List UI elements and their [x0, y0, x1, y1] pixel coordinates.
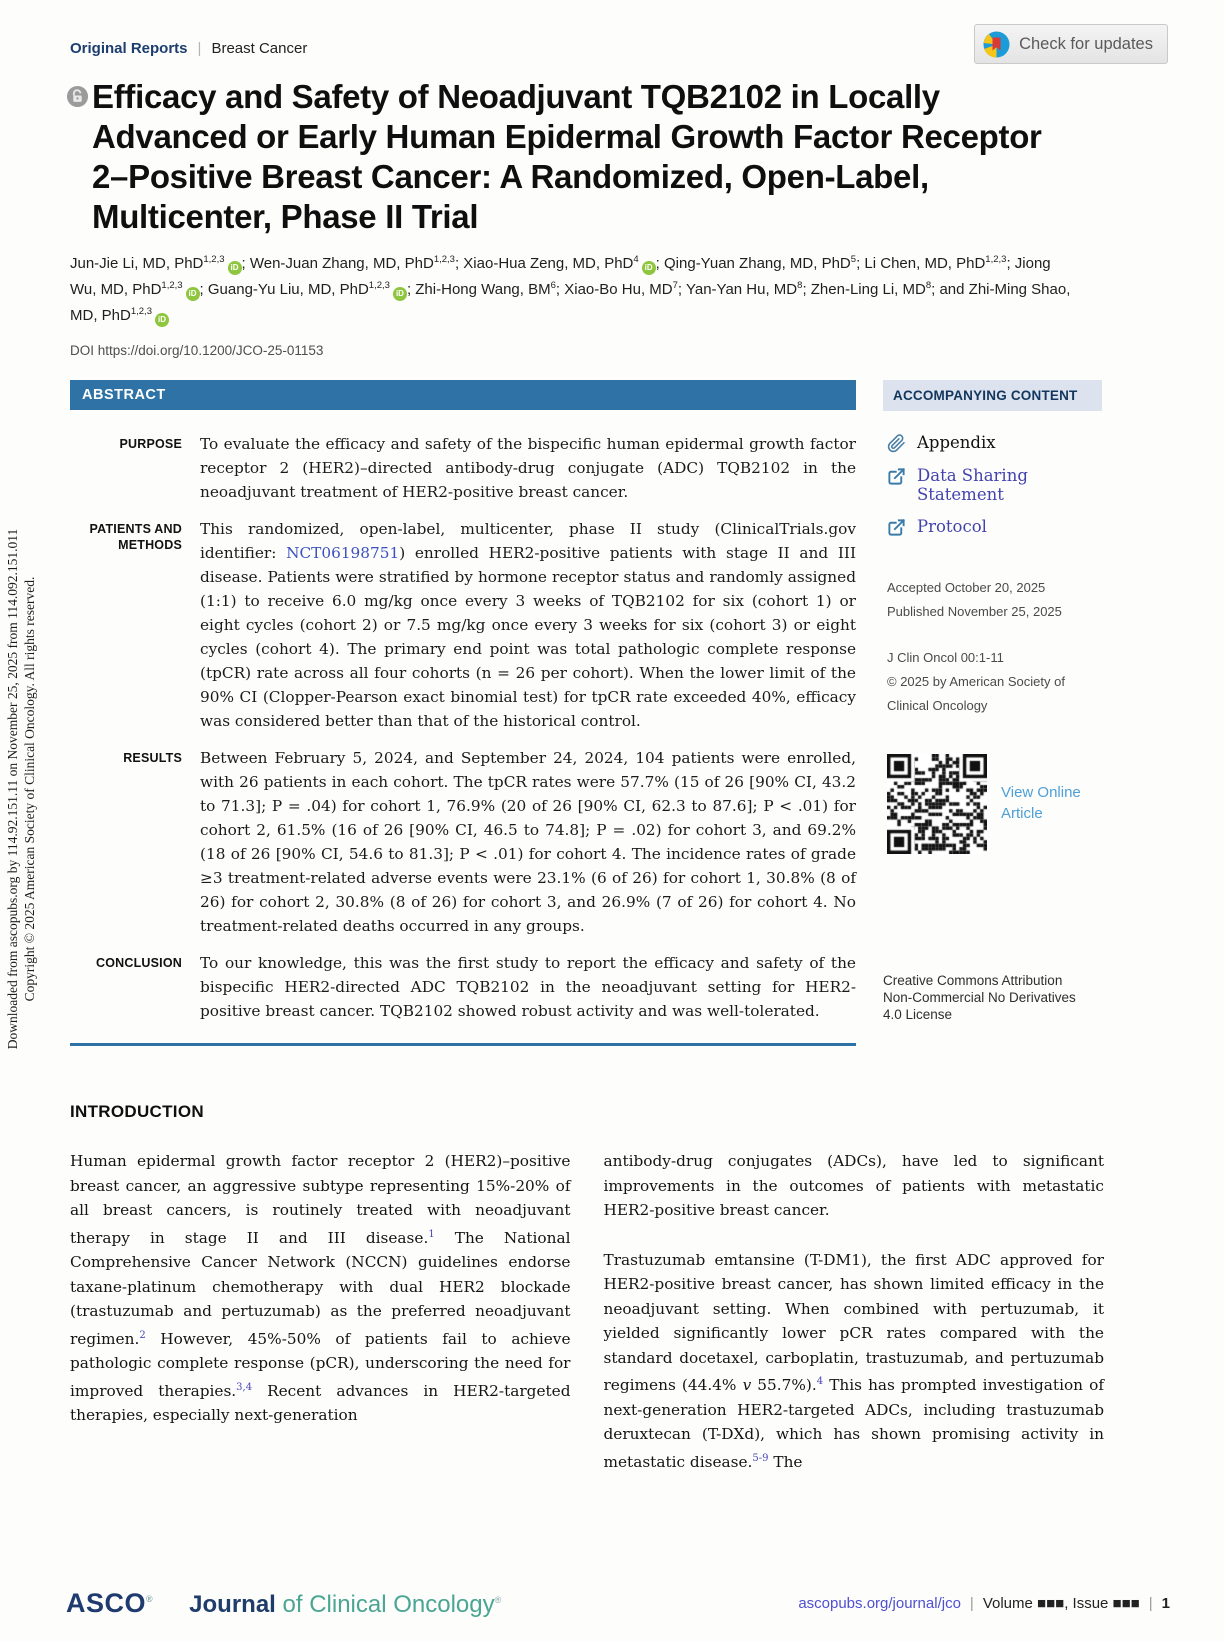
orcid-icon[interactable]: iD	[642, 261, 656, 275]
intro-right-column: antibody-drug conjugates (ADCs), have led to significant improvements in the outcomes of patients with metastatic HER2-positive breast cancer. Trastuzumab emtansine (T-DM1), the first ADC approved for HER2-positive breast cancer, has shown limited efficacy in the neoadjuvant setting. When combined with pertuzumab, it yielded significantly lower pCR rates compared with the standard docetaxel, carboplatin, trastuzumab, and pertuzumab regimens (44.4% v 55.7%).$^4$ This has prompted investigation of next-generation HER2-targeted ADCs, including trastuzumab deruxtecan (T-DXd), which has shown promising activity in metastatic disease.$^{5-9}$ The	[603, 1152, 1104, 1471]
author: ; Guang-Yu Liu, MD, PhD$^{1,2,3}$iD	[200, 281, 407, 298]
orcid-icon[interactable]: iD	[155, 313, 169, 327]
conclusion-text: To our knowledge, this was the first study to report the efficacy and safety of the bispecific HER2-directed ADC TQB2102 in the neoadjuvant setting for HER2-positive breast cancer. TQB2102 showed robust activity and was well-tolerated.	[200, 954, 856, 1020]
conclusion-label: CONCLUSION	[95, 956, 182, 970]
author: ; Xiao-Bo Hu, $MD^7$	[555, 280, 678, 298]
author: ; Zhen-Ling Li, $MD^8$	[802, 280, 932, 298]
introduction-heading: INTRODUCTION	[70, 1102, 204, 1121]
data-sharing-link[interactable]	[887, 466, 1102, 504]
methods-label: PATIENTS AND METHODS	[89, 522, 182, 552]
doi-link[interactable]: DOI https://doi.org/10.1200/JCO-25-01153	[70, 343, 324, 358]
section-label: Breast Cancer	[211, 40, 308, 57]
author: ; Li Chen, MD, PhD$^{1,2,3}$	[856, 254, 1007, 272]
page-number: 1	[1161, 1595, 1170, 1612]
author: ; and Zhi-Ming Shao, MD, PhD$^{1,2,3}$iD	[70, 281, 1070, 324]
abstract-divider	[70, 1043, 856, 1046]
author: ; Qing-Yuan Zhang, MD, PhD$^5$	[655, 254, 857, 272]
open-access-icon	[66, 85, 90, 237]
watermark-line1: Downloaded from ascopubs.org by 114.92.151.11 on November 25, 2025 from 114.092.151.011	[5, 528, 20, 1050]
appendix-label: Appendix	[917, 433, 996, 452]
orcid-icon[interactable]: iD	[393, 287, 407, 301]
abstract-header: ABSTRACT	[70, 380, 856, 410]
author: ; Wen-Juan Zhang, MD, PhD$^{1,2,3}$	[241, 254, 455, 272]
orcid-icon[interactable]: iD	[228, 261, 242, 275]
journal-logo: Journal of Clinical Oncology®	[189, 1591, 502, 1618]
author: ; Zhi-Hong Wang, $BM^6$	[406, 280, 556, 298]
intro-left-column: Human epidermal growth factor receptor 2 (HER2)–positive breast cancer, an aggressive subtype representing 15%-20% of all breast cancers, is routinely treated with neoadjuvant therapy in stage II and III disease.$^1$ The National Comprehensive Cancer Network (NCCN) guidelines endorse taxane-platinum chemotherapy with dual HER2 blockade (trastuzumab and pertuzumab) as the preferred neoadjuvant regimen.$^2$ However, 45%-50% of patients fail to achieve pathologic complete response (pCR), underscoring the need for improved therapies.$^{3,4}$ Recent advances in HER2-targeted therapies, especially next-generation	[70, 1152, 571, 1425]
author: Jun-Jie Li, MD, PhD$^{1,2,3}$iD	[70, 255, 242, 272]
journal-citation: J Clin Oncol 00:1-11	[887, 650, 1004, 665]
author: ; Jiong Wu, MD, PhD$^{1,2,3}$iD	[70, 255, 1051, 298]
external-link-icon	[887, 467, 907, 486]
reference-marker[interactable]: 4	[816, 1376, 824, 1387]
data-sharing-label: Data Sharing Statement	[917, 466, 1028, 504]
author: ; Xiao-Hua Zeng, MD, PhD$^4$iD	[455, 255, 656, 272]
reference-marker[interactable]: 2	[139, 1329, 146, 1341]
abstract-body	[70, 432, 856, 1023]
breadcrumb	[70, 40, 1104, 57]
author-list	[70, 249, 1080, 327]
journal-url-link[interactable]: ascopubs.org/journal/jco	[798, 1595, 961, 1612]
volume-issue: Volume ■■■, Issue ■■■	[982, 1595, 1140, 1612]
page-footer: ASCO® Journal of Clinical Oncology® ascopubs.org/journal/jco | Volume ■■■, Issue ■■■ | 1	[66, 1588, 1170, 1618]
reference-marker[interactable]: 1	[428, 1228, 435, 1240]
external-link-icon	[887, 518, 907, 537]
accompanying-content-header: ACCOMPANYING CONTENT	[883, 380, 1102, 411]
results-text: Between February 5, 2024, and September 24, 2024, 104 patients were enrolled, with 26 patients in each cohort. The tpCR rates were 57.7% (15 of 26 [90% CI, 43.2 to 71.3]; P = .04) for cohort 1, 76.9% (20 of 26 [90% CI, 62.3 to 87.6]; P < .01) for cohort 2, 61.5% (16 of 26 [90% CI, 46.5 to 74.8]; P = .02) for cohort 3, and 69.2% (18 of 26 [90% CI, 54.6 to 81.3]; P < .01) for cohort 4. The incidence rates of grade ≥3 treatment-related adverse events were 23.1% (6 of 26) for cohort 1, 30.8% (8 of 26) for cohort 2, 30.8% (8 of 26) for cohort 3, and 26.9% (7 of 26) for cohort 4. No treatment-related deaths occurred in any groups.	[200, 749, 856, 935]
category-divider: |	[197, 40, 202, 57]
appendix-link[interactable]	[887, 433, 1102, 453]
published-date: Published November 25, 2025	[887, 604, 1062, 619]
qr-code	[887, 754, 987, 854]
copyright-notice: © 2025 by American Society of Clinical Oncology	[887, 674, 1065, 713]
check-updates-label: Check for updates	[1019, 34, 1153, 53]
category-label[interactable]: Original Reports	[70, 40, 188, 57]
reference-marker[interactable]: 5-9	[752, 1452, 769, 1464]
purpose-label: PURPOSE	[119, 437, 182, 451]
reference-marker[interactable]: 3,4	[236, 1381, 253, 1393]
protocol-link[interactable]	[887, 517, 1102, 537]
license-notice: Creative Commons Attribution Non-Commercial No Derivatives 4.0 License	[883, 973, 1076, 1022]
purpose-text: To evaluate the efficacy and safety of the bispecific human epidermal growth factor receptor 2 (HER2)–directed antibody-drug conjugate (ADC) TQB2102 in the neoadjuvant treatment of HER2-positive breast cancer.	[200, 435, 856, 501]
view-online-article-link[interactable]: View Online Article	[1001, 784, 1081, 822]
accompanying-content-panel	[883, 380, 1102, 1046]
results-label: RESULTS	[123, 751, 182, 765]
watermark-line2: Copyright © 2025 American Society of Clinical Oncology. All rights reserved.	[22, 576, 37, 1002]
protocol-label: Protocol	[917, 517, 987, 536]
methods-text: This randomized, open-label, multicenter, phase II study (ClinicalTrials.gov identifier: NCT06198751) enrolled HER2-positive patients with stage II and III disease. Patients were stratified by hormone receptor status and randomly assigned (1:1) to receive 6.0 mg/kg once every 3 weeks of TQB2102 for six (cohort 1) or eight cycles (cohort 2) or 7.5 mg/kg once every 3 weeks for six (cohort 3) or eight cycles (cohort 4). The primary end point was total pathologic complete response (tpCR) rate across all four cohorts (n = 26 per cohort). When the lower limit of the 90% CI (Clopper-Pearson exact binomial test) for tpCR rate exceeded 40%, efficacy was considered better than that of the historical control.	[200, 520, 857, 730]
article-title: Efficacy and Safety of Neoadjuvant TQB2102 in Locally Advanced or Early Human Epidermal Growth Factor Receptor 2–Positive Breast Cancer: A Randomized, Open-Label, Multicenter, Phase II Trial	[92, 78, 1042, 235]
author: ; Yan-Yan Hu, $MD^8$	[677, 280, 803, 298]
nct-trial-link[interactable]: NCT06198751	[286, 544, 400, 562]
asco-logo: ASCO®	[66, 1588, 154, 1618]
accepted-date: Accepted October 20, 2025	[887, 580, 1046, 595]
paperclip-icon	[887, 434, 907, 453]
orcid-icon[interactable]: iD	[186, 287, 200, 301]
